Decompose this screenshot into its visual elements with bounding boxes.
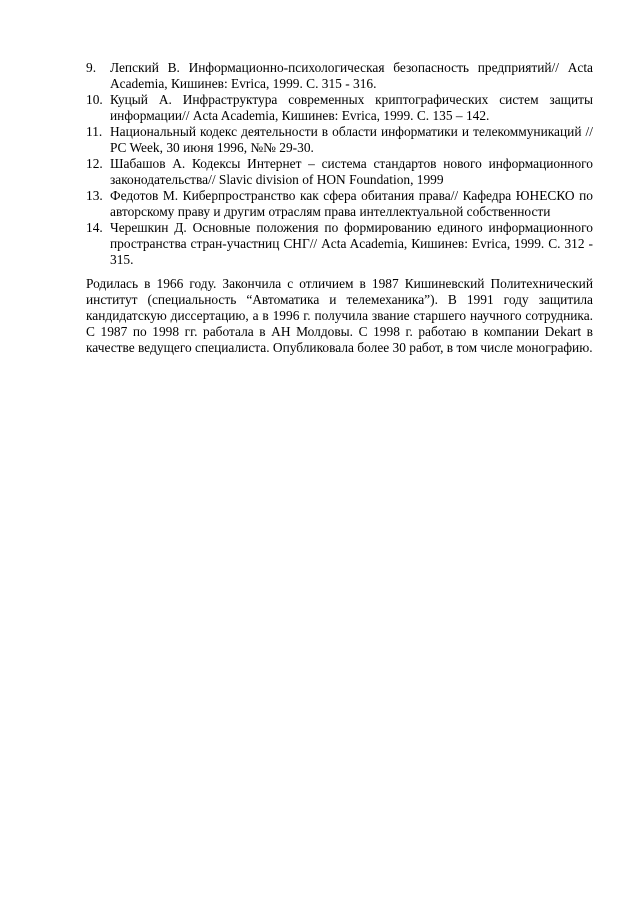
reference-item [86,156,593,188]
document-page [86,60,593,356]
reference-text: Национальный кодекс деятельности в области информатики и телекоммуникаций // PC Week, 30 июня 1996, №№ 29-30. [110,124,593,155]
reference-item [86,188,593,220]
reference-text: Шабашов А. Кодексы Интернет – система стандартов нового информационного законодательства// Slavic division of HON Foundation, 1999 [110,156,593,187]
reference-item [86,220,593,268]
reference-number: 11. [86,124,103,139]
reference-number: 9. [86,60,97,75]
reference-list [86,60,593,268]
reference-item [86,60,593,92]
reference-text: Куцый А. Инфраструктура современных криптографических систем защиты информации// Acta Academia, Кишинев: Evrica, 1999. С. 135 – 142. [110,92,593,123]
reference-number: 10. [86,92,103,107]
reference-number: 12. [86,156,103,171]
reference-text: Лепский В. Информационно-психологическая безопасность предприятий// Acta Academia, Кишинев: Evrica, 1999. С. 315 - 316. [110,60,593,91]
reference-number: 13. [86,188,103,203]
reference-text: Федотов М. Киберпространство как сфера обитания права// Кафедра ЮНЕСКО по авторскому праву и другим отраслям права интеллектуальной собственности [110,188,593,219]
reference-item [86,124,593,156]
author-biography: Родилась в 1966 году. Закончила с отличием в 1987 Кишиневский Политехнический институт (специальность “Автоматика и телемеханика”). В 1991 году защитила кандидатскую диссертацию, а в 1996 г. получила звание старшего научного сотрудника. С 1987 по 1998 гг. работала в АН Молдовы. С 1998 г. работаю в компании Dekart в качестве ведущего специалиста. Опубликовала более 30 работ, в том числе монографию. [86,276,593,355]
reference-number: 14. [86,220,103,235]
reference-text: Черешкин Д. Основные положения по формированию единого информационного пространства стран-участниц СНГ// Acta Academia, Кишинев: Evrica, 1999. С. 312 - 315. [110,220,593,267]
reference-item [86,92,593,124]
